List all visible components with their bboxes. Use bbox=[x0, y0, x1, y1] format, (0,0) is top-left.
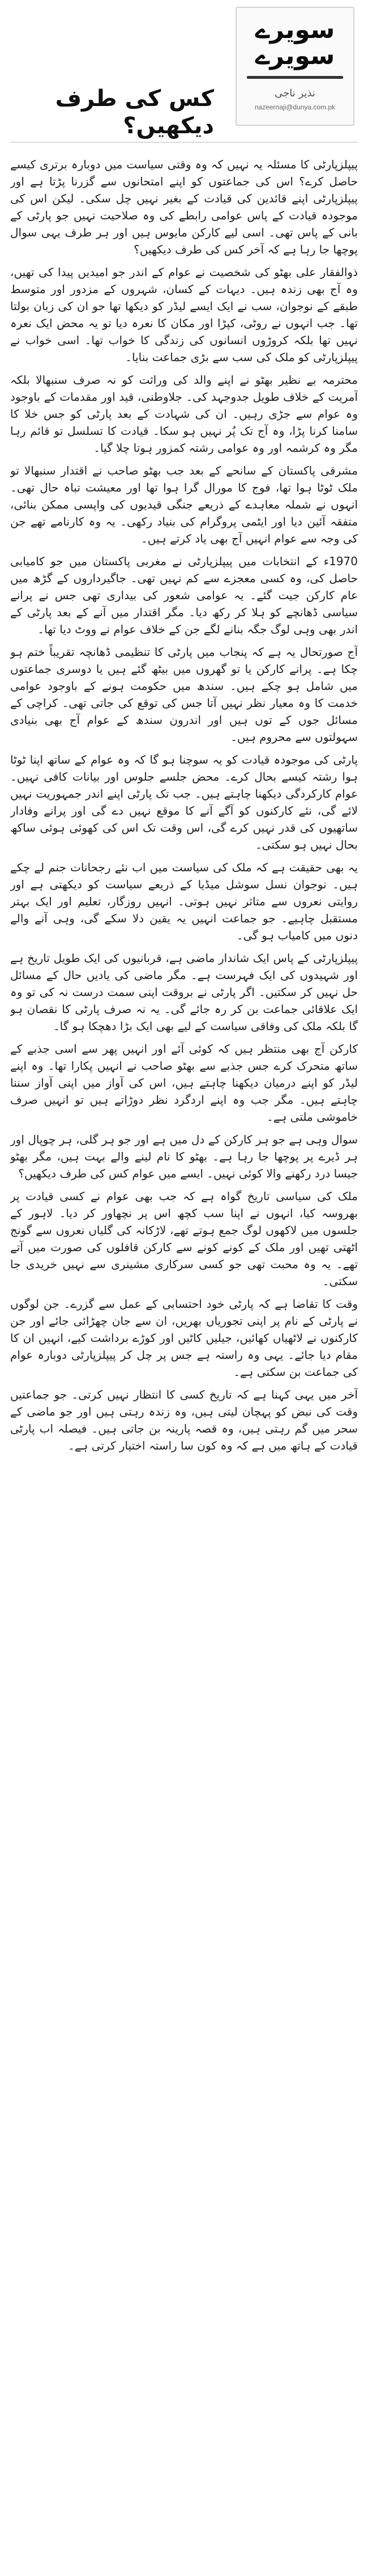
article-paragraph: مشرقی پاکستان کے سانحے کے بعد جب بھٹو صاحب نے اقتدار سنبھالا تو ملک ٹوٹا ہوا تھا، فوج کا مورال گرا ہوا تھا اور معیشت تباہ حال تھی۔ انہوں نے شملہ معاہدے کے ذریعے جنگی قیدیوں کی واپسی ممکن بنائی، متفقہ آئین دیا اور ایٹمی پروگرام کی بنیاد رکھی۔ یہ وہ کارنامے تھے جن کی وجہ سے عوام انہیں آج بھی یاد کرتے ہیں۔ bbox=[10, 464, 358, 545]
article-paragraph: 1970ء کے انتخابات میں پیپلزپارٹی نے مغربی پاکستان میں جو کامیابی حاصل کی، وہ کسی معجزے سے کم نہیں تھی۔ جاگیرداروں کے گڑھ میں عام کارکن جیت گئے۔ یہ عوامی شعور کی بیداری تھی جس نے پرانے سیاسی ڈھانچے کو ہلا کر رکھ دیا۔ مگر اقتدار میں آنے کے بعد پارٹی کے اندر بھی وہی لوگ جگہ بنانے لگے جن کے خلاف عوام نے ووٹ دیا تھا۔ bbox=[10, 554, 358, 636]
article-paragraph: یہ بھی حقیقت ہے کہ ملک کی سیاست میں اب نئے رجحانات جنم لے چکے ہیں۔ نوجوان نسل سوشل میڈیا کے ذریعے سیاست کو دیکھتی ہے اور روایتی نعروں سے متاثر نہیں ہوتی۔ انہیں روزگار، تعلیم اور ایک بہتر مستقبل چاہیے۔ جو جماعت انہیں یہ یقین دلا سکے گی، وہی آنے والے دنوں میں کامیاب ہو گی۔ bbox=[10, 861, 358, 942]
article-paragraph: پارٹی کی موجودہ قیادت کو یہ سوچنا ہو گا کہ وہ عوام کے ساتھ اپنا ٹوٹا ہوا رشتہ کیسے بحال کرے۔ محض جلسے جلوس اور بیانات کافی نہیں۔ عوام کارکردگی دیکھنا چاہتے ہیں۔ جب تک پارٹی اپنے اندر جمہوریت نہیں لائے گی، نئے کارکنوں کو آگے آنے کا موقع نہیں دے گی اور پرانے وفادار ساتھیوں کی قدر نہیں کرے گی، اس وقت تک اس کی کھوئی ہوئی ساکھ بحال نہیں ہو سکتی۔ bbox=[10, 753, 358, 851]
header-separator bbox=[10, 142, 358, 143]
article-paragraph: ملک کی سیاسی تاریخ گواہ ہے کہ جب بھی عوام نے کسی قیادت پر بھروسہ کیا، انہوں نے اپنا سب کچھ اس پر نچھاور کر دیا۔ لاہور کے جلسوں میں لاکھوں لوگ جمع ہوتے تھے، لاڑکانہ کی گلیاں نعروں سے گونج اٹھتی تھیں اور ملک کے کونے کونے سے کارکن قافلوں کی صورت میں آتے تھے۔ یہ وہ محبت تھی جو کسی سرکاری مشینری سے نہیں خریدی جا سکتی۔ bbox=[10, 1189, 358, 1288]
article-header bbox=[0, 0, 368, 147]
author-email[interactable]: nazeernaji@dunya.com.pk bbox=[254, 103, 336, 111]
logo-underline bbox=[247, 76, 343, 79]
article-paragraph: آج صورتحال یہ ہے کہ پنجاب میں پارٹی کا تنظیمی ڈھانچہ تقریباً ختم ہو چکا ہے۔ پرانے کارکن یا تو گھروں میں بیٹھ گئے ہیں یا دوسری جماعتوں میں شامل ہو چکے ہیں۔ سندھ میں حکومت ہونے کے باوجود عوامی خدمت کا وہ معیار نظر نہیں آتا جس کی توقع کی جاتی تھی۔ کراچی کے مسائل جوں کے توں ہیں اور اندرون سندھ کے عوام آج بھی بنیادی سہولتوں سے محروم ہیں۔ bbox=[10, 645, 358, 744]
article-body bbox=[10, 156, 358, 2565]
column-logo bbox=[236, 7, 354, 126]
article-paragraph: ذوالفقار علی بھٹو کی شخصیت نے عوام کے اندر جو امیدیں پیدا کی تھیں، وہ آج بھی زندہ ہیں۔ دیہات کے کسان، شہروں کے مزدور اور متوسط طبقے کے نوجوان، سب نے ایک ایسے لیڈر کو دیکھا تھا جو ان کی زبان بولتا تھا۔ جب انہوں نے روٹی، کپڑا اور مکان کا نعرہ دیا تو یہ محض ایک نعرہ نہیں تھا بلکہ کروڑوں انسانوں کی زندگی کا خواب تھا۔ اسی خواب نے پیپلزپارٹی کو ملک کی سب سے بڑی جماعت بنایا۔ bbox=[10, 265, 358, 364]
article-paragraph: آخر میں یہی کہنا ہے کہ تاریخ کسی کا انتظار نہیں کرتی۔ جو جماعتیں وقت کی نبض کو پہچان لیتی ہیں، وہ زندہ رہتی ہیں اور جو ماضی کے سحر میں گم رہتی ہیں، وہ قصہ پارینہ بن جاتی ہیں۔ فیصلہ اب پارٹی قیادت کے ہاتھ میں ہے کہ وہ کون سا راستہ اختیار کرتی ہے۔ bbox=[10, 1388, 358, 1452]
article-paragraph: سوال وہی ہے جو ہر کارکن کے دل میں ہے اور جو ہر گلی، ہر چوپال اور ہر ڈیرے پر پوچھا جا رہا ہے۔ بھٹو کا نام لینے والے بہت ہیں، مگر بھٹو جیسا درد رکھنے والا کوئی نہیں۔ ایسے میں عوام کس کی طرف دیکھیں؟ bbox=[10, 1133, 358, 1180]
article-paragraph: پیپلزپارٹی کا مسئلہ یہ نہیں کہ وہ وقتی سیاست میں دوبارہ برتری کیسے حاصل کرے؟ اس کی جماعتوں کو اپنے امتحانوں سے گزرنا پڑتا ہے اور پیپلزپارٹی اپنے قائدین کی قیادت کے بغیر نہیں چل سکی۔ لیکن اس کی موجودہ قیادت کے پاس عوامی رابطے کی وہ صلاحیت نہیں جو پارٹی کے بانی کے پاس تھی۔ اسی لیے کارکن مایوس ہیں اور ہر طرف یہی سوال پوچھا جا رہا ہے کہ آخر کس کی طرف دیکھیں؟ bbox=[10, 158, 358, 256]
article-paragraph: پیپلزپارٹی کے پاس ایک شاندار ماضی ہے، قربانیوں کی ایک طویل تاریخ ہے اور شہیدوں کی ایک فہرست ہے۔ مگر ماضی کی یادیں حال کے مسائل حل نہیں کر سکتیں۔ اگر پارٹی نے بروقت اپنی سمت درست نہ کی تو وہ ایک علاقائی جماعت بن کر رہ جائے گی۔ یہ نہ صرف پارٹی کا نقصان ہو گا بلکہ ملک کی وفاقی سیاست کے لیے بھی ایک بڑا دھچکا ہو گا۔ bbox=[10, 951, 358, 1033]
article-paragraph: کارکن آج بھی منتظر ہیں کہ کوئی آئے اور انہیں پھر سے اسی جذبے کے ساتھ متحرک کرے جس جذبے سے بھٹو صاحب نے انہیں پکارا تھا۔ وہ اپنے لیڈر کو اپنے درمیان دیکھنا چاہتے ہیں، اس کی آواز میں اپنی آواز سننا چاہتے ہیں۔ مگر جب وہ اپنے اردگرد نظر دوڑاتے ہیں تو انہیں صرف خاموشی ملتی ہے۔ bbox=[10, 1042, 358, 1124]
column-title: کس کی طرف دیکھیں؟ bbox=[55, 86, 214, 139]
article-paragraph: محترمہ بے نظیر بھٹو نے اپنے والد کی وراثت کو نہ صرف سنبھالا بلکہ آمریت کے خلاف طویل جدوجہد کی۔ جلاوطنی، قید اور مقدمات کے باوجود وہ عوام سے جڑی رہیں۔ ان کی شہادت کے بعد پارٹی کو جس خلا کا سامنا کرنا پڑا، وہ آج تک پُر نہیں ہو سکا۔ قیادت کا تسلسل تو قائم رہا مگر وہ کرشمہ اور وہ عوامی رشتہ کمزور ہوتا چلا گیا۔ bbox=[10, 373, 358, 455]
column-logo-title: سویرے سویرے bbox=[255, 15, 335, 71]
column-title-wrap bbox=[10, 85, 214, 139]
article-paragraph: وقت کا تقاضا ہے کہ پارٹی خود احتسابی کے عمل سے گزرے۔ جن لوگوں نے پارٹی کے نام پر اپنی تجوریاں بھریں، ان سے جان چھڑائی جائے اور جن کارکنوں نے لاٹھیاں کھائیں، جیلیں کاٹیں اور کوڑے برداشت کیے، انہیں ان کا مقام دیا جائے۔ یہی وہ راستہ ہے جس پر چل کر پیپلزپارٹی دوبارہ عوام کی جماعت بن سکتی ہے۔ bbox=[10, 1297, 358, 1379]
author-name: نذیر ناجی bbox=[275, 87, 315, 99]
